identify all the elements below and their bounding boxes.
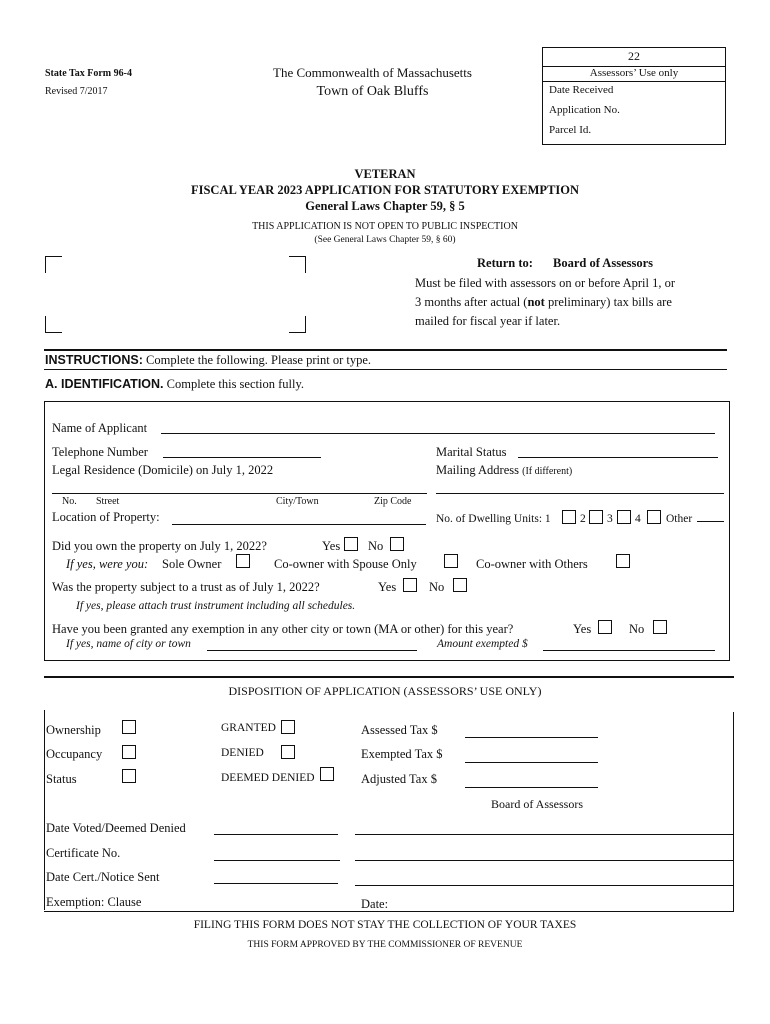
telephone-field[interactable] <box>163 457 321 458</box>
occupancy-checkbox[interactable] <box>122 745 136 759</box>
co-owner-others-label: Co-owner with Others <box>476 557 588 571</box>
window-corner-tl <box>45 256 62 273</box>
assessors-box <box>542 47 726 145</box>
mailing-address-field[interactable] <box>436 493 724 494</box>
filing-deadline-1: Must be filed with assessors on or before April 1, or <box>415 276 676 290</box>
own-question: Did you own the property on July 1, 2022? <box>52 539 267 553</box>
status-label: Status <box>46 772 77 786</box>
dwelling-3-label: 3 <box>607 513 613 525</box>
filing-deadline-3: mailed for fiscal year if later. <box>415 314 561 328</box>
deemed-denied-label: DEEMED DENIED <box>221 772 315 784</box>
return-to-label: Return to: <box>477 256 533 270</box>
dwelling-other-label: Other <box>666 513 693 525</box>
address-street-caption: Street <box>96 496 120 507</box>
applicant-name-label: Name of Applicant <box>52 421 148 435</box>
address-zip-caption: Zip Code <box>374 496 412 507</box>
exemption-yes-checkbox[interactable] <box>598 620 612 634</box>
ownership-type-prompt: If yes, were you: <box>66 557 149 571</box>
application-no-label: Application No. <box>549 104 620 116</box>
signature-line-3[interactable] <box>355 885 733 886</box>
trust-yes-label: Yes <box>378 580 397 594</box>
title-chapter: General Laws Chapter 59, § 5 <box>305 199 465 213</box>
trust-no-label: No <box>429 580 445 594</box>
applicant-name-field[interactable] <box>161 433 715 434</box>
location-field[interactable] <box>172 524 426 525</box>
signature-line-2[interactable] <box>355 860 733 861</box>
denied-label: DENIED <box>221 747 264 759</box>
town-title: Town of Oak Bluffs <box>316 84 429 99</box>
dwelling-2-checkbox[interactable] <box>589 510 603 524</box>
telephone-label: Telephone Number <box>52 445 148 459</box>
assessed-tax-label: Assessed Tax $ <box>361 723 438 737</box>
exemption-yes-label: Yes <box>573 622 592 636</box>
co-owner-others-checkbox[interactable] <box>616 554 630 568</box>
amount-exempted-field[interactable] <box>543 650 715 651</box>
dwelling-other-field[interactable] <box>697 521 724 522</box>
dwelling-1-checkbox[interactable] <box>562 510 576 524</box>
trust-no-checkbox[interactable] <box>453 578 467 592</box>
exempted-tax-label: Exempted Tax $ <box>361 747 443 761</box>
date-label: Date: <box>361 897 389 911</box>
city-town-field[interactable] <box>207 650 417 651</box>
certificate-no-field[interactable] <box>214 860 340 861</box>
marital-status-field[interactable] <box>518 457 718 458</box>
location-label: Location of Property: <box>52 510 160 524</box>
date-cert-label: Date Cert./Notice Sent <box>46 870 160 884</box>
board-signature-label: Board of Assessors <box>491 797 583 811</box>
window-corner-tr <box>289 256 306 273</box>
city-town-label: If yes, name of city or town <box>66 638 191 650</box>
status-checkbox[interactable] <box>122 769 136 783</box>
date-cert-field[interactable] <box>214 883 338 884</box>
dwelling-3-checkbox[interactable] <box>617 510 631 524</box>
dwelling-4-label: 4 <box>635 513 641 525</box>
own-yes-label: Yes <box>322 539 341 553</box>
own-no-checkbox[interactable] <box>390 537 404 551</box>
trust-yes-checkbox[interactable] <box>403 578 417 592</box>
parcel-id-label: Parcel Id. <box>549 124 592 136</box>
notice-reference: (See General Laws Chapter 59, § 60) <box>314 235 456 245</box>
instructions: INSTRUCTIONS: Complete the following. Please print or type. <box>45 353 372 367</box>
denied-checkbox[interactable] <box>281 745 295 759</box>
assessors-use-label: Assessors’ Use only <box>589 67 679 79</box>
own-yes-checkbox[interactable] <box>344 537 358 551</box>
window-corner-br <box>289 316 306 333</box>
trust-note: If yes, please attach trust instrument including all schedules. <box>76 600 356 612</box>
form-number: 22 <box>628 49 640 63</box>
date-received-label: Date Received <box>549 84 614 96</box>
sole-owner-label: Sole Owner <box>162 557 222 571</box>
assessed-tax-field[interactable] <box>465 737 598 738</box>
title-veteran: VETERAN <box>354 167 416 181</box>
window-corner-bl <box>45 316 62 333</box>
exemption-clause-label: Exemption: Clause <box>46 895 142 909</box>
dwelling-2-label: 2 <box>580 513 586 525</box>
occupancy-label: Occupancy <box>46 747 103 761</box>
co-owner-spouse-checkbox[interactable] <box>444 554 458 568</box>
own-no-label: No <box>368 539 384 553</box>
sole-owner-checkbox[interactable] <box>236 554 250 568</box>
section-a-heading: A. IDENTIFICATION. Complete this section fully. <box>45 377 305 391</box>
exempted-tax-field[interactable] <box>465 762 598 763</box>
deemed-denied-checkbox[interactable] <box>320 767 334 781</box>
footer-collection-notice: FILING THIS FORM DOES NOT STAY THE COLLECTION OF YOUR TAXES <box>193 919 577 931</box>
marital-status-label: Marital Status <box>436 445 507 459</box>
dwelling-units-label: No. of Dwelling Units: 1 <box>436 513 551 525</box>
adjusted-tax-label: Adjusted Tax $ <box>361 772 437 786</box>
ownership-label: Ownership <box>46 723 101 737</box>
co-owner-spouse-label: Co-owner with Spouse Only <box>274 557 417 571</box>
board-of-assessors-label: Board of Assessors <box>553 256 654 270</box>
certificate-no-label: Certificate No. <box>46 846 121 860</box>
trust-question: Was the property subject to a trust as of July 1, 2022? <box>52 580 320 594</box>
amount-exempted-label: Amount exempted $ <box>437 638 528 650</box>
adjusted-tax-field[interactable] <box>465 787 598 788</box>
address-city-caption: City/Town <box>276 496 319 507</box>
dwelling-4-checkbox[interactable] <box>647 510 661 524</box>
signature-line-1[interactable] <box>355 834 733 835</box>
legal-residence-label: Legal Residence (Domicile) on July 1, 2022 <box>52 463 274 477</box>
legal-residence-field[interactable] <box>52 493 427 494</box>
exemption-no-checkbox[interactable] <box>653 620 667 634</box>
public-inspection-notice: THIS APPLICATION IS NOT OPEN TO PUBLIC INSPECTION <box>252 221 518 232</box>
footer-approval: THIS FORM APPROVED BY THE COMMISSIONER OF REVENUE <box>247 940 523 950</box>
granted-label: GRANTED <box>221 722 276 734</box>
title-fiscal-year: FISCAL YEAR 2023 APPLICATION FOR STATUTORY EXEMPTION <box>190 183 580 197</box>
date-voted-field[interactable] <box>214 834 338 835</box>
exemption-no-label: No <box>629 622 645 636</box>
mailing-address-label: Mailing Address (If different) <box>436 463 573 477</box>
form-id: State Tax Form 96-4 <box>45 68 132 79</box>
other-exemption-question: Have you been granted any exemption in any other city or town (MA or other) for this year? <box>52 622 514 636</box>
date-voted-label: Date Voted/Deemed Denied <box>46 821 186 835</box>
granted-checkbox[interactable] <box>281 720 295 734</box>
disposition-heading: DISPOSITION OF APPLICATION (ASSESSORS’ USE ONLY) <box>228 684 542 698</box>
ownership-checkbox[interactable] <box>122 720 136 734</box>
address-no-caption: No. <box>62 496 77 507</box>
filing-deadline-2: 3 months after actual (not preliminary) tax bills are <box>415 295 672 309</box>
commonwealth-title: The Commonwealth of Massachusetts <box>273 65 472 80</box>
revised-date: Revised 7/2017 <box>45 86 108 97</box>
